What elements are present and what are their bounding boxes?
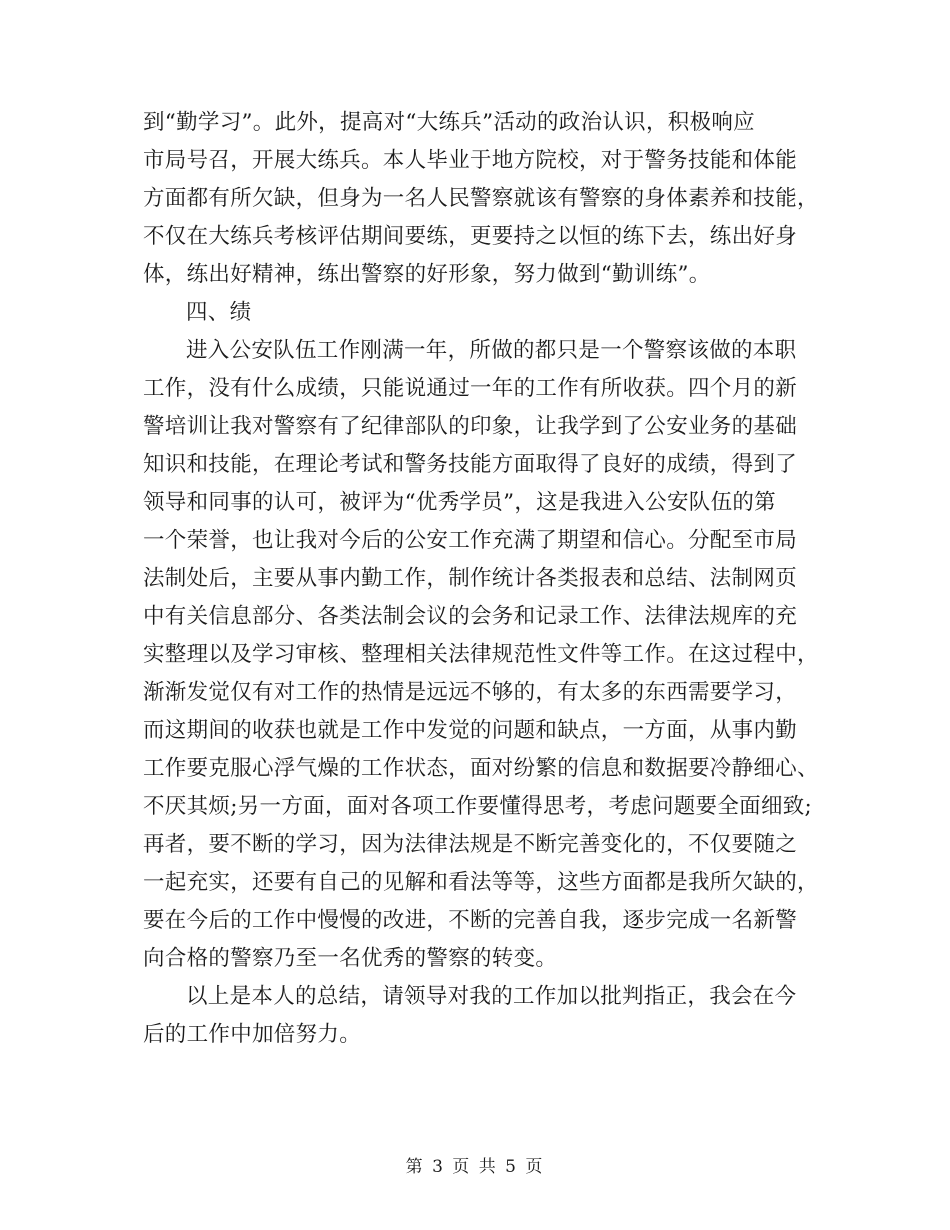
text-line: 以上是本人的总结，请领导对我的工作加以批判指正，我会在今: [186, 984, 797, 1009]
text-line: 市局号召，开展大练兵。本人毕业于地方院校，对于警务技能和体能: [143, 148, 798, 173]
text-line: 体，练出好精神，练出警察的好形象，努力做到“勤训练”。: [143, 262, 711, 287]
text-line: 工作，没有什么成绩，只能说通过一年的工作有所收获。四个月的新: [143, 376, 798, 401]
text-line: 一起充实，还要有自己的见解和看法等等，这些方面都是我所欠缺的，: [143, 870, 819, 895]
text-line: 渐渐发觉仅有对工作的热情是远远不够的，有太多的东西需要学习，: [143, 680, 798, 705]
text-line: 四、绩: [186, 300, 252, 325]
text-line: 不厌其烦;另一方面，面对各项工作要懂得思考，考虑问题要全面细致;: [143, 794, 813, 819]
text-line: 领导和同事的认可，被评为“优秀学员”，这是我进入公安队伍的第: [143, 490, 776, 515]
text-line: 知识和技能，在理论考试和警务技能方面取得了良好的成绩，得到了: [143, 452, 798, 477]
text-line: 警培训让我对警察有了纪律部队的印象，让我学到了公安业务的基础: [143, 414, 798, 439]
document-body: [143, 104, 819, 1054]
text-line: 不仅在大练兵考核评估期间要练，更要持之以恒的练下去，练出好身: [143, 224, 798, 249]
text-line: 向合格的警察乃至一名优秀的警察的转变。: [143, 946, 558, 971]
text-line: 而这期间的收获也就是工作中发觉的问题和缺点，一方面，从事内勤: [143, 718, 798, 743]
text-line: 中有关信息部分、各类法制会议的会务和记录工作、法律法规库的充: [143, 604, 798, 629]
text-line: 到“勤学习”。此外，提高对“大练兵”活动的政治认识，积极响应: [143, 110, 755, 135]
text-line: 进入公安队伍工作刚满一年，所做的都只是一个警察该做的本职: [186, 338, 797, 363]
page-footer: 第 3 页 共 5 页: [405, 1157, 545, 1177]
text-line: 后的工作中加倍努力。: [143, 1022, 362, 1047]
text-line: 再者，要不断的学习，因为法律法规是不断完善变化的，不仅要随之: [143, 832, 798, 857]
text-line: 工作要克服心浮气燥的工作状态，面对纷繁的信息和数据要冷静细心、: [143, 756, 819, 781]
text-line: 法制处后，主要从事内勤工作，制作统计各类报表和总结、法制网页: [143, 566, 798, 591]
text-line: 实整理以及学习审核、整理相关法律规范性文件等工作。在这过程中，: [143, 642, 819, 667]
text-line: 方面都有所欠缺，但身为一名人民警察就该有警察的身体素养和技能，: [143, 186, 819, 211]
text-line: 要在今后的工作中慢慢的改进，不断的完善自我，逐步完成一名新警: [143, 908, 798, 933]
text-line: 一个荣誉，也让我对今后的公安工作充满了期望和信心。分配至市局: [143, 528, 798, 553]
